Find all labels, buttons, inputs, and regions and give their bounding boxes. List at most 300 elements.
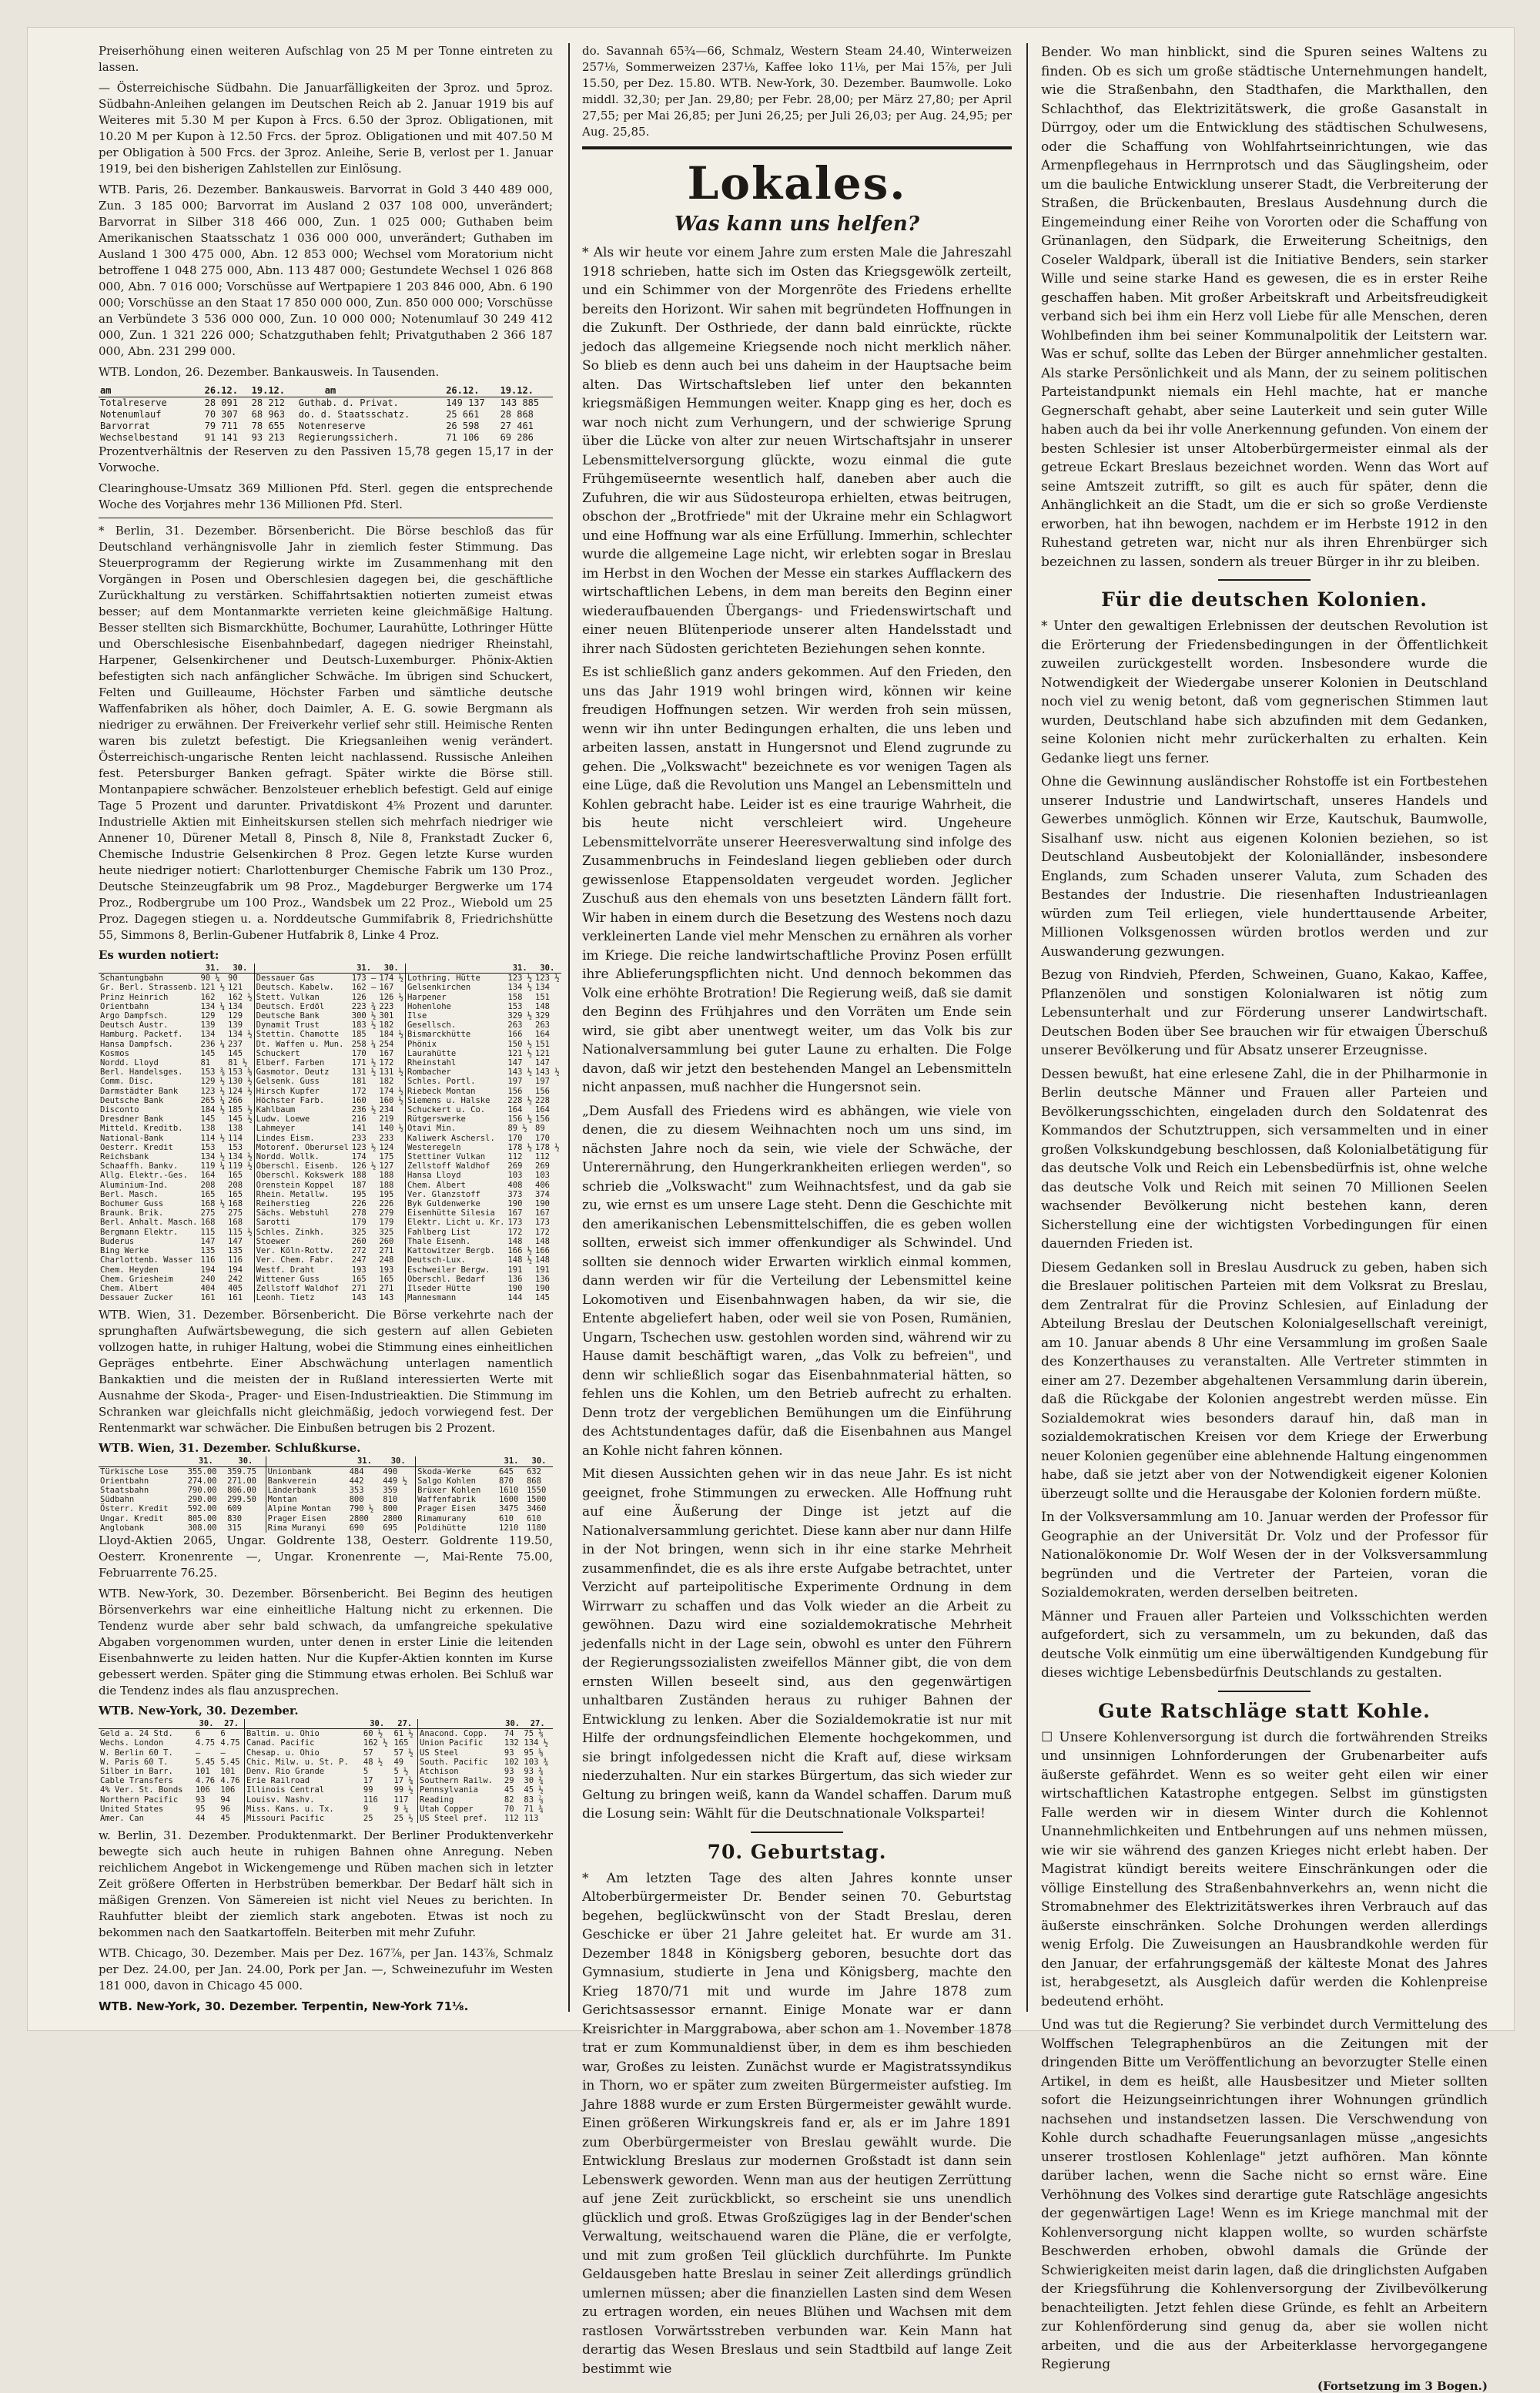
table-cell: 103 bbox=[507, 1171, 523, 1181]
divider bbox=[1218, 579, 1311, 581]
table-cell: Südbahn bbox=[100, 1495, 135, 1505]
table-cell: 101 bbox=[195, 1766, 210, 1776]
table-cell: 208 bbox=[200, 1180, 216, 1190]
table-cell: 134 ½ bbox=[228, 1152, 253, 1162]
table-cell: 632 bbox=[526, 1466, 541, 1476]
article-headline: Was kann uns helfen? bbox=[675, 213, 919, 236]
table-cell: 4.75 bbox=[220, 1738, 240, 1748]
table-cell: Schuckert u. Co. bbox=[405, 1105, 506, 1114]
table-cell: 27 461 bbox=[500, 421, 534, 431]
table-cell: 172 bbox=[351, 1086, 367, 1096]
table-cell: 184 ½ bbox=[200, 1105, 226, 1115]
table-cell: 123 ½ bbox=[535, 974, 560, 984]
table-cell: 271 bbox=[351, 1283, 367, 1293]
table-cell: 279 bbox=[379, 1208, 394, 1218]
paragraph: In der Volksversammlung am 10. Januar werden der Professor für Geographie an der Universität Dr. Volz und der Professor für Nationalökonomie Dr. Wolf Wesen der in der Volksversammlung begründen und die Vertreter der Parteien, voran die Sozialdemokraten, werden derselben beitreten. bbox=[1041, 1510, 1488, 1600]
table-row bbox=[99, 1096, 561, 1105]
table-cell: Dt. Waffen u. Mun. bbox=[254, 1040, 350, 1049]
column-header: 27. bbox=[522, 1719, 553, 1729]
table-cell: Montan bbox=[266, 1495, 347, 1504]
column-header: 27. bbox=[392, 1719, 417, 1729]
paragraph: Preiserhöhung einen weiteren Aufschlag von 25 M per Tonne eintreten zu lassen. bbox=[99, 44, 553, 74]
table-cell: Missouri Pacific bbox=[244, 1814, 361, 1823]
table-cell: 170 bbox=[535, 1133, 550, 1143]
table-cell: Ilse bbox=[405, 1011, 506, 1021]
continuation-note: (Fortsetzung im 3 Bogen.) bbox=[1317, 2378, 1488, 2393]
table-cell: Deutsch. Kabelw. bbox=[254, 983, 350, 992]
table-row bbox=[99, 1237, 561, 1246]
table-cell: 5 bbox=[363, 1766, 369, 1776]
table-cell: 184 ½ bbox=[379, 1030, 403, 1040]
table-cell: 71 ¾ bbox=[524, 1804, 544, 1814]
table-cell: 484 bbox=[349, 1466, 364, 1476]
table-cell: Deutsch Austr. bbox=[100, 1021, 169, 1031]
table-cell: 129 bbox=[228, 1011, 243, 1021]
table-cell: 181 bbox=[351, 1077, 367, 1087]
column-rule bbox=[568, 43, 570, 2012]
table-cell: 442 bbox=[349, 1476, 364, 1486]
wien-table-title: WTB. Wien, 31. Dezember. Schlußkurse. bbox=[99, 1441, 361, 1456]
table-cell: 96 bbox=[220, 1804, 230, 1814]
table-cell: 123 ½ bbox=[507, 974, 533, 984]
table-cell: 116 bbox=[228, 1255, 243, 1265]
paragraph: WTB. Paris, 26. Dezember. Bankausweis. Barvorrat in Gold 3 440 489 000, Zun. 3 185 000; Barvorrat im Ausland 2 037 108 000, unverändert; Barvorrat in Silber 318 466 000, Zun. 1 025 000; Guthaben beim Amerikanischen Staatsschatz 1 036 000 000, unverändert; Guthaben im Ausland 1 300 475 000, Abn. 12 853 000; Wechsel vom Moratorium nicht betroffene 1 048 275 000, Abn. 113 487 000; Gestundete Wechsel 1 026 868 000, Abn. 7 016 000; Vorschüsse auf Wertpapiere 1 203 846 000, Abn. 6 190 000; Vorschüsse an den Staat 17 850 000 000, Zun. 850 000 000; Vorschüsse an Verbündete 3 536 000 000, Zun. 10 000 000; Notenumlauf 30 249 412 000, Zun. 1 321 226 000; Schatzguthaben fehlt; Privatguthaben 2 366 187 000, Abn. 231 299 000. bbox=[99, 183, 553, 358]
column-right bbox=[1041, 43, 1488, 2393]
table-cell: 140 ½ bbox=[379, 1124, 403, 1134]
table-cell: 868 bbox=[526, 1476, 541, 1486]
table-cell: 28 868 bbox=[500, 409, 534, 420]
table-row bbox=[99, 1105, 561, 1114]
table-cell: 162 bbox=[200, 992, 216, 1002]
table-cell: 48 ½ bbox=[363, 1757, 383, 1767]
table-cell: 95 bbox=[195, 1804, 206, 1814]
column-header bbox=[99, 1719, 194, 1729]
table-cell: 645 bbox=[499, 1466, 514, 1476]
table-cell: 134 ¼ bbox=[200, 1001, 226, 1011]
table-cell: 1180 bbox=[526, 1523, 547, 1533]
table-cell: 790 ½ bbox=[349, 1504, 374, 1514]
table-cell: 179 bbox=[351, 1218, 367, 1228]
table-cell: Rhein. Metallw. bbox=[254, 1190, 350, 1199]
table-cell: Anglobank bbox=[100, 1523, 144, 1533]
table-cell: 81 bbox=[200, 1058, 211, 1068]
table-cell: Kattowitzer Bergb. bbox=[405, 1246, 506, 1255]
table-cell: 144 bbox=[507, 1293, 523, 1303]
column-header bbox=[99, 964, 199, 974]
table-cell: 90 bbox=[228, 974, 238, 984]
table-cell: Charlottenb. Wasser bbox=[100, 1255, 193, 1265]
table-cell: 300 ½ bbox=[351, 1011, 377, 1021]
table-cell: 116 bbox=[200, 1255, 216, 1265]
table-row bbox=[99, 1476, 553, 1486]
london-note: Prozentverhältnis der Reserven zu den Passiven 15,78 gegen 15,17 in der Vorwoche. bbox=[99, 444, 553, 474]
column-header: 31. bbox=[506, 964, 534, 974]
table-row bbox=[99, 1523, 553, 1533]
table-cell: 45 bbox=[504, 1785, 514, 1795]
table-cell: 134 bbox=[200, 1030, 216, 1040]
table-cell: 148 bbox=[535, 1255, 550, 1265]
table-cell: Wechselbestand bbox=[100, 432, 179, 443]
table-cell: Deutsch-Lux. bbox=[405, 1255, 506, 1265]
table-cell: 148 ½ bbox=[507, 1255, 533, 1265]
table-cell: Atchison bbox=[418, 1767, 503, 1776]
table-cell: 490 bbox=[383, 1466, 398, 1476]
table-row bbox=[99, 1767, 553, 1776]
column-header: 30. bbox=[226, 1456, 266, 1466]
table-cell: 167 bbox=[379, 983, 394, 993]
table-cell: 191 bbox=[507, 1265, 523, 1275]
table-cell: 75 ⅛ bbox=[524, 1729, 544, 1739]
table-cell: Nordd. Wollk. bbox=[254, 1152, 350, 1161]
table-cell: 99 ½ bbox=[393, 1785, 413, 1795]
wien-note: Lloyd-Aktien 2065, Ungar. Goldrente 138, Oesterr. Goldrente 119.50, Oesterr. Kronenrente —, Ungar. Kronenrente —, Mai-Rente 75.00, Februarrente 76.25. bbox=[99, 1533, 553, 1580]
table-cell: Gr. Berl. Strassenb. bbox=[100, 983, 198, 993]
table-cell: US Steel pref. bbox=[418, 1814, 503, 1823]
table-cell: 143 bbox=[351, 1293, 367, 1303]
table-row bbox=[99, 1067, 561, 1077]
table-row bbox=[99, 421, 553, 432]
table-cell: 182 bbox=[379, 1077, 394, 1087]
table-cell: 315 bbox=[227, 1523, 243, 1533]
table-cell: Lahmeyer bbox=[254, 1124, 350, 1133]
table-cell: 216 bbox=[351, 1114, 367, 1124]
table-cell: 4.76 bbox=[195, 1776, 216, 1786]
table-row bbox=[99, 1729, 553, 1739]
table-cell: 2800 bbox=[349, 1513, 369, 1523]
table-cell: 94 bbox=[220, 1795, 230, 1805]
table-cell: Oberschl. Kokswerk bbox=[254, 1171, 350, 1180]
table-cell: Staatsbahn bbox=[100, 1485, 149, 1495]
table-cell: 150 ½ bbox=[507, 1039, 533, 1049]
paragraph: — Österreichische Südbahn. Die Januarfälligkeiten der 3proz. und 5proz. Südbahn-Anleihen gelangen im Deutschen Reich ab 2. Januar 1919 bis auf Weiteres mit 5.30 M per Kupon à Frcs. 6.50 der 3proz. Obligationen, mit 10.20 M per Kupon à 12.50 Frcs. der 5proz. Obligationen und mit 407.50 M per Obligation à 500 Frcs. der 3proz. Anleihe, Serie B, verlost per 1. Januar 1919, bei den bisherigen Zahlstellen zur Einlösung. bbox=[99, 81, 553, 176]
table-cell: 147 bbox=[535, 1058, 550, 1068]
column-header bbox=[416, 1456, 497, 1466]
table-cell: Gelsenk. Guss bbox=[254, 1077, 350, 1086]
table-cell: 151 bbox=[535, 1039, 550, 1049]
table-cell: 800 bbox=[349, 1495, 364, 1505]
table-cell: 28 212 bbox=[251, 397, 286, 408]
table-cell: Riebeck Montan bbox=[405, 1087, 506, 1096]
table-cell: 114 ½ bbox=[200, 1133, 226, 1143]
column-header: 30. bbox=[226, 964, 254, 974]
table-cell: Cable Transfers bbox=[100, 1776, 173, 1786]
table-cell: Eisenhütte Silesia bbox=[405, 1208, 506, 1218]
table-cell: 121 bbox=[228, 983, 243, 993]
table-cell: Guthab. d. Privat. bbox=[298, 397, 399, 408]
table-cell: Westeregeln bbox=[405, 1143, 506, 1152]
table-cell: 236 ½ bbox=[351, 1105, 377, 1115]
table-cell: Rütgerswerke bbox=[405, 1114, 506, 1124]
table-cell: 353 bbox=[349, 1485, 364, 1495]
table-cell: 233 bbox=[379, 1133, 394, 1143]
paragraph: Es ist schließlich ganz anders gekommen. Auf den Frieden, den uns das Jahr 1919 wohl bringen wird, können wir keine freudigen Hoffnungen setzen. Wir werden froh sein müssen, wenn wir ihn unter Bedingungen erhalten, die uns leben und arbeiten lassen, anstatt in Hungersnot und Elend zugrunde zu gehen. Die „Volkswacht" bezeichnete es vor wenigen Tagen als eine Lüge, daß die Revolution uns Mangel an Lebensmitteln und Kohlen gebracht habe. Leider ist es eine traurige Wahrheit, die bis heute nicht verschleiert wird. Ungeheure Lebensmittelvorräte unserer Heeresverwaltung sind infolge des Zusammenbruchs in Feindesland liegen geblieben oder durch gewissenlose Etappensoldaten vergeudet worden. Jeglicher Zuschuß aus den ehemals von uns besetzten Ländern fällt fort. Wir haben in einem durch die Besetzung des Westens noch dazu verkleinerten Lande viel mehr Menschen zu ernähren als vorher im Kriege. Die reiche landwirtschaftliche Provinz Posen erfüllt ihre Ablieferungspflichten nicht. Und dennoch bekommen das Volk eine erhöhte Brotration! Die Regierung weiß, daß sie damit den Beginn des Frühjahres und den Vorräten um Ende sein wird, sie gibt aber unentwegt weiter, um das Volk bis zur Nationalversammlung bei guter Laune zu erhalten. Die Folge davon, daß wir jetzt den bestehenden Mangel an Lebensmitteln nicht anpassen, muß nachher die Hungersnot sein. bbox=[582, 665, 1013, 1095]
table-cell: 190 bbox=[507, 1199, 523, 1209]
table-cell: Berl. Masch. bbox=[100, 1189, 159, 1199]
table-cell: Orenstein Koppel bbox=[254, 1181, 350, 1190]
paragraph: * Unter den gewaltigen Erlebnissen der deutschen Revolution ist die Erörterung der Friedensbedingungen in der Öffentlichkeit zuweilen zurückgestellt worden. Insbesondere wurde die Notwendigkeit der Wiedergabe unserer Kolonien in Deutschland noch viel zu wenig betont, daß vom gegnerischen Stimmen laut wurden, Deutschland habe sich abzufinden mit dem Gedanken, seine Kolonien nicht mehr zurückerhalten zu erhalten. Kein Gedanke liegt uns ferner. bbox=[1041, 618, 1488, 766]
table-cell: Reading bbox=[418, 1795, 503, 1805]
table-cell: Orientbahn bbox=[100, 1001, 149, 1011]
table-cell: 166 ½ bbox=[507, 1246, 533, 1256]
table-cell: 3460 bbox=[526, 1504, 547, 1514]
table-cell: 173 bbox=[535, 1218, 550, 1228]
divider bbox=[751, 1832, 843, 1833]
column-header: 26.12. bbox=[444, 385, 498, 397]
column-header: 30. bbox=[503, 1719, 523, 1729]
table-cell: Schles. Zinkh. bbox=[254, 1228, 350, 1237]
table-row bbox=[99, 1795, 553, 1805]
table-cell: 1500 bbox=[526, 1495, 547, 1505]
table-cell: 156 bbox=[535, 1086, 550, 1096]
table-cell: 228 ½ bbox=[507, 1095, 533, 1105]
table-cell: Berl. Handelsges. bbox=[100, 1067, 183, 1078]
table-row bbox=[99, 1143, 561, 1152]
table-cell: 123 ½ bbox=[351, 1142, 377, 1152]
table-cell: 194 bbox=[228, 1265, 243, 1275]
table-cell: 78 655 bbox=[251, 421, 286, 431]
table-cell: Dynamit Trust bbox=[254, 1021, 350, 1030]
table-row bbox=[99, 1814, 553, 1823]
table-cell: 226 bbox=[379, 1199, 394, 1209]
chicago-report: WTB. Chicago, 30. Dezember. Mais per Dez. 167⅞, per Jan. 143⅞, Schmalz per Dez. 24.00, per Jan. 24.00, Pork per Jan. —, Schweinezufuhr im Westen 181 000, davon in Chicago 45 000. bbox=[99, 1946, 553, 1993]
table-cell: 45 ½ bbox=[524, 1785, 544, 1795]
table-row bbox=[99, 1486, 553, 1495]
table-cell: 248 bbox=[379, 1255, 394, 1265]
paragraph: Ohne die Gewinnung ausländischer Rohstoffe ist ein Fortbestehen unserer Industrie und Landwirtschaft, unseres Handels und Gewerbes unmöglich. Können wir Erze, Kautschuk, Baumwolle, Sisalhanf usw. nicht aus eigenen Kolonien beziehen, so ist Deutschland Ausbeutobjekt der Kolonialländer, insbesondere Englands, zum Schaden unserer Valuta, zum Schaden des Bestandes der Industrie. Die riesenhaften Industrieanlagen würden zum Teil erliegen, viele hunderttausende Arbeiter, Millionen Volksgenossen würden brotlos werden und zur Auswanderung gezwungen. bbox=[1041, 774, 1488, 960]
table-cell: 164 bbox=[507, 1105, 523, 1115]
table-row bbox=[99, 983, 561, 992]
table-cell: 79 711 bbox=[204, 421, 238, 431]
table-row bbox=[99, 1466, 553, 1476]
table-cell: 173 — bbox=[351, 974, 377, 984]
table-cell: 136 bbox=[535, 1274, 550, 1284]
table-cell: Miss. Kans. u. Tx. bbox=[244, 1805, 361, 1814]
table-cell: Skoda-Werke bbox=[416, 1466, 497, 1476]
table-cell: 89 bbox=[535, 1124, 545, 1134]
column-header: am bbox=[323, 385, 444, 397]
table-row bbox=[99, 1208, 561, 1218]
table-cell: Barvorrat bbox=[100, 421, 151, 431]
table-cell: 57 bbox=[363, 1748, 373, 1758]
table-cell: 132 bbox=[504, 1738, 519, 1748]
section-title: Lokales. bbox=[687, 157, 907, 209]
table-cell: 69 286 bbox=[500, 432, 534, 443]
table-cell: 9 bbox=[363, 1804, 369, 1814]
table-cell: W. Paris 60 T. bbox=[100, 1757, 169, 1767]
table-cell: Darmstädter Bank bbox=[100, 1086, 179, 1096]
table-cell: 359.75 bbox=[227, 1466, 256, 1476]
table-row bbox=[99, 1218, 561, 1227]
paragraph: Bezug von Rindvieh, Pferden, Schweinen, Guano, Kakao, Kaffee, Pflanzenölen und sonstigen Kolonialwaren ist nötig zum Lebensunterhalt und zur Förderung unserer Landwirtschaft. Deutschen Boden über See brauchen wir für etwaigen Überschuß unserer Bevölkerung und für Absatz unserer Erzeugnisse. bbox=[1041, 967, 1488, 1058]
wien-report: WTB. Wien, 31. Dezember. Börsenbericht. Die Börse verkehrte nach der sprunghaften Aufwärtsbewegung, die sich gestern auf allen Gebieten vollzogen hatte, in ruhiger Haltung, wobei die Stimmung eines einheitlichen Gepräges entbehrte. Einer Abschwächung unterlagen namentlich Bankaktien und die meisten der in Rußland interessierten Werte mit Ausnahme der Skoda-, Prager- und Eisen-Industrieaktien. Die Stimmung im Schranken war gleichfalls nicht gleichmäßig, jedoch vorwiegend fest. Der Rentenmarkt war schwächer. Die Einbußen betrugen bis 2 Prozent. bbox=[99, 1308, 553, 1436]
table-cell: 143 ½ bbox=[507, 1067, 533, 1078]
table-cell: Gesellsch. bbox=[405, 1021, 506, 1030]
column-header: 26.12. bbox=[203, 385, 250, 397]
table-cell: Bankverein bbox=[266, 1476, 347, 1486]
table-cell: 197 bbox=[507, 1077, 523, 1087]
table-cell: 172 bbox=[507, 1227, 523, 1237]
table-cell: 329 ½ bbox=[507, 1011, 533, 1021]
table-cell: 194 bbox=[200, 1265, 216, 1275]
table-cell: 870 bbox=[499, 1476, 514, 1486]
table-cell: 141 bbox=[351, 1124, 367, 1134]
table-row bbox=[99, 1228, 561, 1237]
column-header bbox=[405, 964, 506, 974]
table-cell: Kosmos bbox=[100, 1048, 129, 1058]
table-cell: 178 ½ bbox=[535, 1142, 560, 1152]
table-cell: Orientbahn bbox=[100, 1476, 149, 1486]
table-cell: 449 ½ bbox=[383, 1476, 407, 1486]
table-cell: Louisv. Nashv. bbox=[244, 1795, 361, 1805]
table-cell: 148 bbox=[507, 1236, 523, 1246]
table-cell: Denv. Rio Grande bbox=[244, 1767, 361, 1776]
table-cell: 165 bbox=[200, 1189, 216, 1199]
table-cell: Elektr. Licht u. Kr. bbox=[405, 1218, 506, 1227]
table-cell: 162 — bbox=[351, 983, 377, 993]
table-cell: 101 bbox=[220, 1766, 236, 1776]
table-cell: — bbox=[220, 1748, 226, 1758]
table-cell: 195 bbox=[379, 1189, 394, 1199]
table-row bbox=[99, 1171, 561, 1180]
table-cell: 161 bbox=[228, 1293, 243, 1303]
table-row bbox=[99, 1021, 561, 1030]
table-cell: 197 bbox=[535, 1077, 550, 1087]
table-cell: 134 ½ bbox=[507, 983, 533, 993]
table-cell: 183 ½ bbox=[351, 1021, 377, 1031]
table-cell: 161 bbox=[200, 1293, 216, 1303]
table-cell: 68 963 bbox=[251, 409, 286, 420]
clearing-note: Clearinghouse-Umsatz 369 Millionen Pfd. Sterl. gegen die entsprechende Woche des Vorjahres mehr 136 Millionen Pfd. Sterl. bbox=[99, 481, 553, 511]
table-cell: Kaliwerk Aschersl. bbox=[405, 1134, 506, 1143]
table-row bbox=[99, 1124, 561, 1133]
terpentin-line: WTB. New-York, 30. Dezember. Terpentin, New-York 71⅛. bbox=[99, 1999, 469, 2014]
table-cell: Phönix bbox=[405, 1040, 506, 1049]
table-cell: Regierungssicherh. bbox=[298, 432, 399, 443]
column-header: 30. bbox=[381, 1456, 415, 1466]
table-cell: Geld a. 24 Std. bbox=[100, 1729, 173, 1739]
table-cell: 148 bbox=[535, 1001, 550, 1011]
table-cell: 113 bbox=[524, 1813, 539, 1823]
table-cell: Kahlbaum bbox=[254, 1105, 350, 1114]
table-cell: 170 bbox=[351, 1048, 367, 1058]
table-row bbox=[99, 1049, 561, 1058]
table-cell: 145 bbox=[228, 1048, 243, 1058]
table-cell: Stettiner Vulkan bbox=[405, 1152, 506, 1161]
table-cell: Ludw. Loewe bbox=[254, 1114, 350, 1124]
table-cell: 610 bbox=[499, 1513, 514, 1523]
table-cell: 167 bbox=[379, 1048, 394, 1058]
table-cell: 134 ½ bbox=[524, 1738, 548, 1748]
table-cell: 114 bbox=[228, 1133, 243, 1143]
table-cell: 29 bbox=[504, 1776, 514, 1786]
table-row bbox=[99, 397, 553, 410]
table-cell: Prager Eisen bbox=[266, 1514, 347, 1523]
table-cell: 168 ½ bbox=[200, 1199, 226, 1209]
table-cell: Elberf. Farben bbox=[254, 1058, 350, 1067]
table-cell: Hansa Lloyd bbox=[405, 1171, 506, 1180]
table-cell: 188 bbox=[379, 1180, 394, 1190]
table-cell: 167 bbox=[535, 1208, 550, 1218]
table-cell: 174 ½ bbox=[379, 1086, 403, 1096]
table-cell: Deutsch. Erdöl bbox=[254, 1002, 350, 1011]
table-cell: Stoewer bbox=[254, 1237, 350, 1246]
table-cell: Sarotti bbox=[254, 1218, 350, 1227]
table-cell: do. d. Staatsschatz. bbox=[298, 409, 410, 420]
table-cell: 17 ¼ bbox=[393, 1776, 413, 1786]
table-row bbox=[99, 1114, 561, 1124]
table-cell: 164 bbox=[535, 1105, 550, 1115]
table-cell: 129 bbox=[200, 1011, 216, 1021]
table-cell: 148 bbox=[535, 1236, 550, 1246]
column-header: 31. bbox=[199, 964, 226, 974]
table-cell: 25 ½ bbox=[393, 1813, 413, 1823]
table-row bbox=[99, 1284, 561, 1293]
table-cell: Harpener bbox=[405, 993, 506, 1002]
table-row bbox=[99, 409, 553, 421]
table-cell: 149 137 bbox=[446, 397, 485, 408]
table-row bbox=[99, 1161, 561, 1171]
table-cell: 127 bbox=[379, 1161, 394, 1171]
paragraph: Dessen bewußt, hat eine erlesene Zahl, die in der Philharmonie in Berlin deutsche Männer und Frauen aller Parteien und Bevölkerungsschichten, eingeladen durch den Soldatenrat des Kommandos der Schutztruppen, sich versammelten und in einer großen Volkskundgebung beschlossen, daß Kolonialbetätigung für das deutsche Volk und Reich ein Lebensbedürfnis ist, ohne welche das deutsche Volk und Reich mit seinen 70 Millionen Seelen wachsender Bevölkerung nicht bestehen kann, deren Sicherstellung eine der wichtigsten Vorbedingungen für einen dauernden Frieden ist. bbox=[1041, 1066, 1488, 1252]
table-cell: Bergmann Elektr. bbox=[100, 1227, 179, 1237]
table-cell: 168 bbox=[228, 1199, 243, 1209]
table-cell: United States bbox=[100, 1804, 164, 1814]
table-cell: 129 ½ bbox=[200, 1077, 226, 1087]
table-cell: 134 bbox=[535, 983, 550, 993]
table-cell: 121 bbox=[535, 1048, 550, 1058]
table-cell: 275 bbox=[200, 1208, 216, 1218]
table-cell: 690 bbox=[349, 1523, 364, 1533]
table-cell: 57 ½ bbox=[393, 1748, 413, 1758]
bender-continuation: Bender. Wo man hinblickt, sind die Spuren seines Waltens zu finden. Ob es sich um große städtische Unternehmungen handelt, wie die Straßenbahn, den Stadthafen, die Markthallen, den Schlachthof, das Elektrizitätswerk, die große Gasanstalt in Dürrgoy, oder um die Entwicklung des städtischen Schulwesens, oder die Schaffung von Wohlfahrtseinrichtungen, wie das Armenpflegehaus in Herrnprotsch und das Säuglingsheim, oder um die bauliche Entwicklung unserer Stadt, die Verbreiterung der Straßen, die Brückenbauten, Breslaus Ausdehnung durch die Eingemeindung einer Reihe von Vororten oder die Schaffung von Grünanlagen, den Südpark, die Erweiterung Scheitnigs, den Coseler Waldpark, überall ist die Initiative Benders, sein starker Wille und seine starke Hand es gewesen, die es in erster Reihe geschaffen haben. Mit großer Arbeitskraft und Arbeitsfreudigkeit verband sich bei ihm ein Herz voll Liebe für alle Menschen, deren Wohlbefinden ihm bei seiner Kommunalpolitik der Leitstern war. Was er schuf, sollte das Leben der Bürger annehmlicher gestalten. Als starke Persönlichkeit und als Mann, der zu seinem politischen Parteistandpunkt niemals ein Hehl machte, hat er manche Gegnerschaft gehabt, aber seine Lauterkeit und sein guter Wille haben auch da bei ihr volle Anerkennung gefunden. Von einem der besten Schlesier ist unser Altoberbürgermeister einmal als der getreue Eckart Breslaus bezeichnet worden. Wenn das Wort auf seine Amtszeit zutrifft, so gilt es auch für später, denn die Anhänglichkeit an die Stadt, um die er sich so große Verdienste erworben, hat ihn bewogen, nachdem er im Herbste 1912 in den Ruhestand getreten war, nicht nur als ihren Ehrenbürger sich bezeichnen zu lassen, sondern als treuer Bürger in ihr zu bleiben. bbox=[1041, 45, 1488, 570]
table-cell: Dresdner Bank bbox=[100, 1114, 164, 1124]
table-cell: 806.00 bbox=[227, 1485, 256, 1495]
table-cell: 174 bbox=[351, 1152, 367, 1162]
table-cell: 106 bbox=[195, 1785, 210, 1795]
table-cell: Reichsbank bbox=[100, 1152, 149, 1162]
table-cell: Schaaffh. Bankv. bbox=[100, 1161, 179, 1171]
column-header: 19.12. bbox=[250, 385, 297, 397]
table-cell: 9 ¼ bbox=[393, 1804, 409, 1814]
table-cell: US Steel bbox=[418, 1748, 503, 1758]
coal-title: Gute Ratschläge statt Kohle. bbox=[1098, 1699, 1431, 1722]
table-cell: 164 bbox=[200, 1171, 216, 1181]
column-header: 31. bbox=[186, 1456, 226, 1466]
newyork-table-title: WTB. New-York, 30. Dezember. bbox=[99, 1703, 299, 1718]
table-cell: 260 bbox=[379, 1236, 394, 1246]
table-cell: 405 bbox=[228, 1283, 243, 1293]
table-row bbox=[99, 1181, 561, 1190]
table-cell: 4.76 bbox=[220, 1776, 240, 1786]
table-row bbox=[99, 1011, 561, 1021]
table-cell: 134 ½ bbox=[228, 1030, 253, 1040]
finance-notes bbox=[99, 43, 553, 380]
table-cell: 274.00 bbox=[187, 1476, 217, 1486]
column-rule bbox=[1026, 43, 1028, 2012]
table-cell: Utah Copper bbox=[418, 1805, 503, 1814]
table-cell: 139 bbox=[200, 1021, 216, 1031]
table-cell: 247 bbox=[351, 1255, 367, 1265]
column-header bbox=[254, 964, 350, 974]
table-cell: Bing Werke bbox=[100, 1246, 149, 1256]
table-cell: Anacond. Copp. bbox=[418, 1729, 503, 1739]
table-cell: 172 bbox=[379, 1058, 394, 1068]
table-cell: 82 bbox=[504, 1795, 514, 1805]
table-cell: 153 bbox=[507, 1001, 523, 1011]
table-cell: Braunk. Brik. bbox=[100, 1208, 164, 1218]
paragraph: Diesem Gedanken soll in Breslau Ausdruck zu geben, haben sich die Breslauer politischen Parteien mit dem Volksrat zu Breslau, dem Zentralrat für die Provinz Schlesien, auf Einladung der Abteilung Breslau der Deutschen Kolonialgesellschaft vereinigt, am 10. Januar abends 8 Uhr eine Versammlung im großen Saale des Konzerthauses zu veranstalten. Alle Vertreter stimmten in einer am 27. Dezember abgehaltenen Versammlung darin überein, daß die Rückgabe der Kolonien angestrebt werden müsse. Ein Sozialdemokrat wies besonders darauf hin, daß man in sozialdemokratischen Kreisen vor dem Kriege der Erwerbung neuer Kolonien gegenüber eine ablehnende Haltung eingenommen habe, daß sie jetzt aber von der Notwendigkeit eigener Kolonien überzeugt sollte und die Herausgabe der Kolonien fordern müßte. bbox=[1041, 1259, 1488, 1502]
table-cell: 182 bbox=[379, 1021, 394, 1031]
